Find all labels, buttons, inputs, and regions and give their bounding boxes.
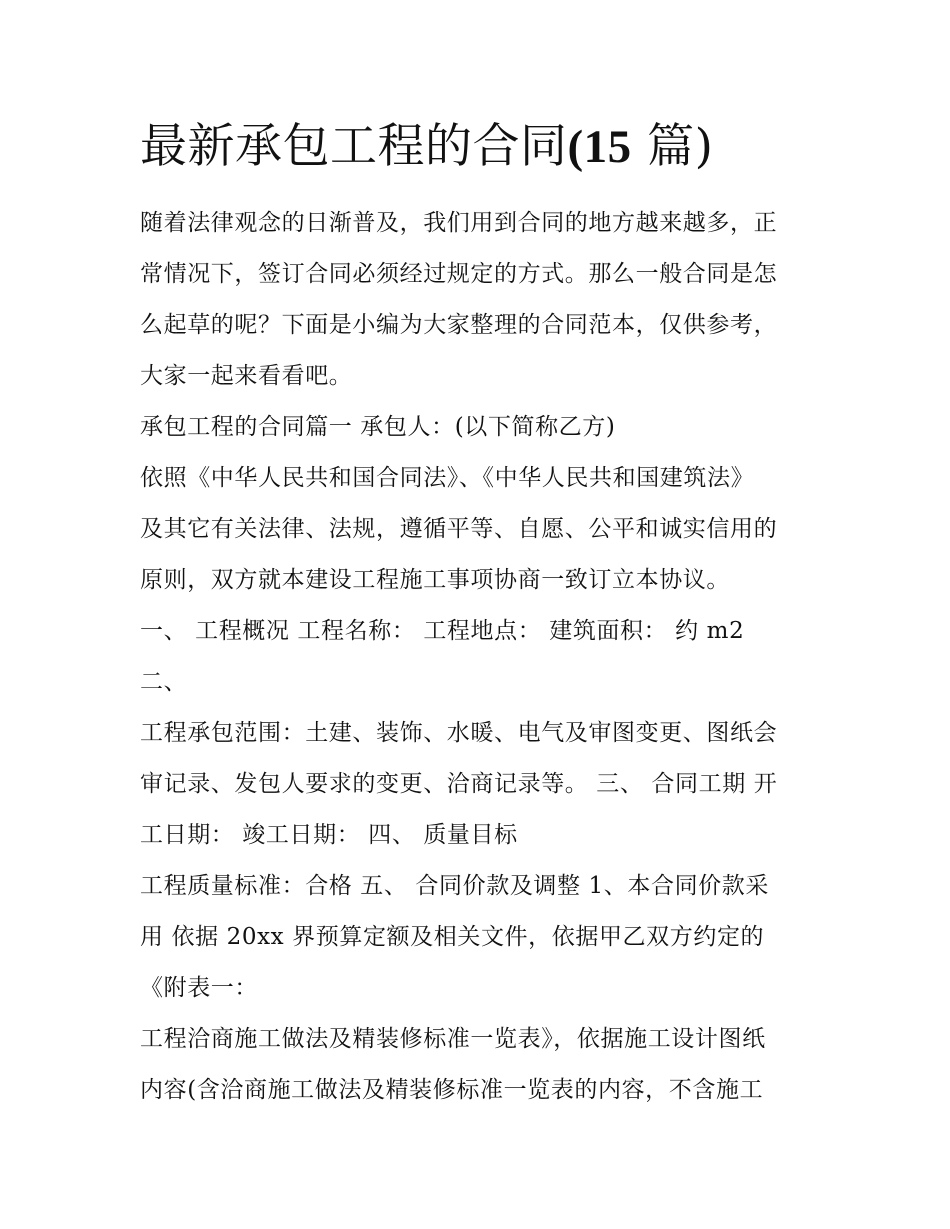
- body-line: 一、 工程概况 工程名称： 工程地点： 建筑面积： 约 m2: [140, 618, 745, 644]
- body-line: 工程洽商施工做法及精装修标准一览表》，依据施工设计图纸: [140, 1026, 766, 1052]
- title-count: (15: [567, 121, 632, 173]
- body-line: 及其它有关法律、法规，遵循平等、自愿、公平和诚实信用的: [140, 516, 778, 542]
- body-line: 用 依据 20xx 界预算定额及相关文件，依据甲乙双方约定的: [140, 924, 765, 950]
- body-line: 《附表一：: [140, 975, 258, 1001]
- document-title: [140, 112, 713, 182]
- body-line: 工程质量标准：合格 五、 合同价款及调整 1、本合同价款采: [140, 873, 769, 899]
- body-line: 常情况下，签订合同必须经过规定的方式。那么一般合同是怎: [140, 261, 778, 287]
- body-line: 么起草的呢？下面是小编为大家整理的合同范本，仅供参考，: [140, 312, 778, 338]
- body-line: 承包工程的合同篇一 承包人：(以下简称乙方): [140, 414, 616, 440]
- body-line: 工日期： 竣工日期： 四、 质量目标: [140, 822, 518, 848]
- body-line: 依照《中华人民共和国合同法》、《中华人民共和国建筑法》: [140, 465, 755, 491]
- document-body: [140, 198, 820, 1116]
- body-line: 大家一起来看看吧。: [140, 363, 353, 389]
- body-line: 审记录、发包人要求的变更、洽商记录等。 三、 合同工期 开: [140, 771, 778, 797]
- title-main: 最新承包工程的合同: [140, 119, 568, 174]
- title-tail: 篇): [647, 119, 714, 174]
- body-line: 随着法律观念的日渐普及，我们用到合同的地方越来越多，正: [140, 210, 778, 236]
- body-line: 原则，双方就本建设工程施工事项协商一致订立本协议。: [140, 567, 730, 593]
- body-line: 内容(含洽商施工做法及精装修标准一览表的内容，不含施工: [140, 1077, 764, 1103]
- body-line: 二、: [140, 669, 188, 695]
- body-line: 工程承包范围：土建、装饰、水暖、电气及审图变更、图纸会: [140, 720, 778, 746]
